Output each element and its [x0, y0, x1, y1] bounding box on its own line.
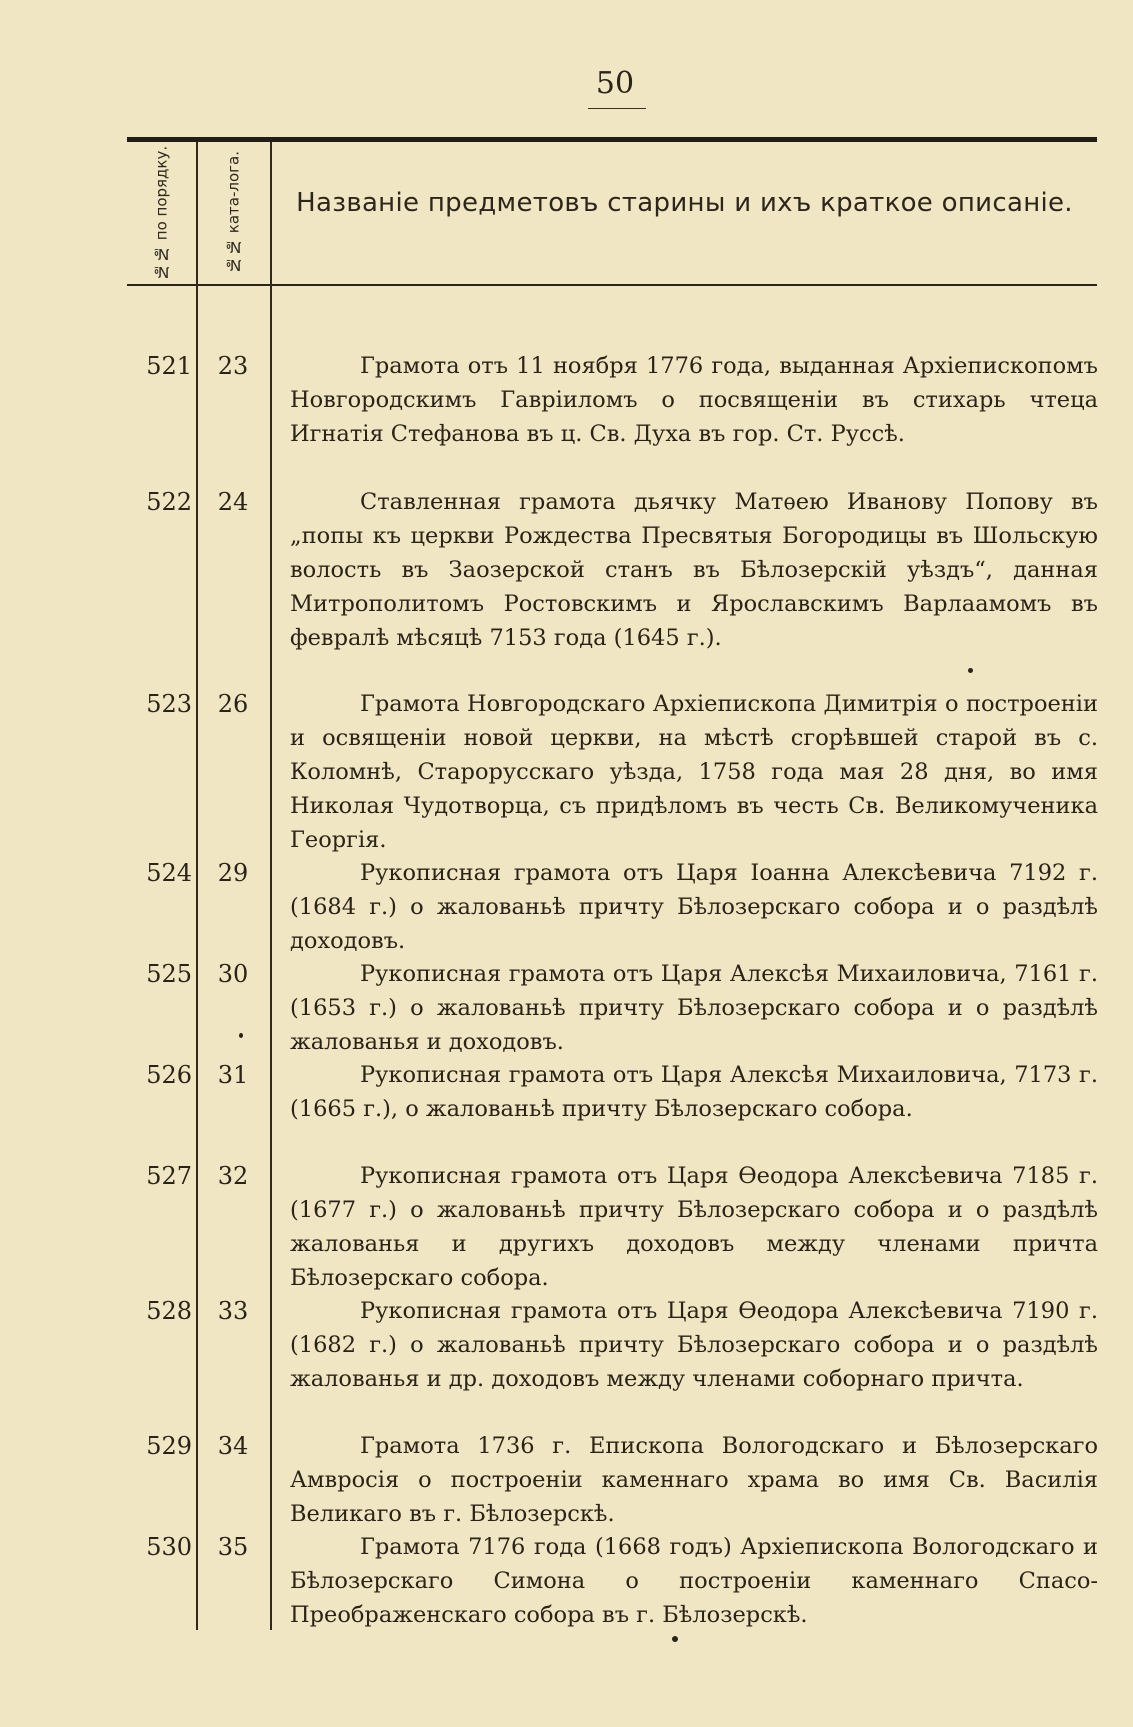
column-divider-2 — [270, 142, 272, 1630]
entry-description: Рукописная грамота отъ Царя Ѳеодора Алексѣевича 7185 г. (1677 г.) о жалованьѣ причту Бѣлозерскаго собора и о раздѣлѣ жалованья и другихъ доходовъ между членами причта Бѣлозерскаго собора. — [290, 1163, 1098, 1291]
ink-speck — [968, 668, 973, 673]
catalog-number: 26 — [217, 690, 249, 718]
catalog-number: 30 — [217, 960, 249, 988]
entry-number: 524 — [146, 859, 192, 887]
catalog-number: 33 — [217, 1297, 249, 1325]
entry-number: 527 — [146, 1162, 192, 1190]
column-divider-1 — [196, 142, 198, 1630]
entry-description: Рукописная грамота отъ Царя Іоанна Алексѣевича 7192 г. (1684 г.) о жалованьѣ причту Бѣлозерскаго собора и о раздѣлѣ доходовъ. — [290, 860, 1098, 954]
catalog-number: 29 — [217, 859, 249, 887]
entry-number: 525 — [146, 960, 192, 988]
entry-description: Рукописная грамота отъ Царя Ѳеодора Алексѣевича 7190 г. (1682 г.) о жалованьѣ причту Бѣлозерскаго собора и о раздѣлѣ жалованья и др. доходовъ между членами соборнаго причта. — [290, 1298, 1098, 1392]
header-col-order: №№ по порядку. — [152, 145, 171, 281]
ink-speck — [239, 1033, 243, 1038]
catalog-number: 32 — [217, 1162, 249, 1190]
table-header-rule — [127, 284, 1097, 286]
catalog-number: 31 — [217, 1061, 249, 1089]
entry-number: 522 — [146, 488, 192, 516]
page-number-underline — [588, 108, 646, 109]
page-number: 50 — [595, 66, 635, 101]
entry-description: Грамота Новгородскаго Архіепископа Димитрія о построеніи и освященіи новой церкви, на мѣстѣ сгорѣвшей старой въ с. Коломнѣ, Старорусскаго уѣзда, 1758 года мая 28 дня, во имя Николая Чудотворца, съ придѣломъ въ честь Св. Великомученика Георгія. — [290, 691, 1098, 853]
entry-number: 523 — [146, 690, 192, 718]
catalog-number: 34 — [217, 1432, 249, 1460]
table-top-rule — [127, 137, 1097, 142]
ink-speck — [672, 1636, 678, 1642]
entry-number: 528 — [146, 1297, 192, 1325]
header-col-description: Названіе предметовъ старины и ихъ краткое описаніе. — [296, 188, 1073, 218]
entry-description: Грамота отъ 11 ноября 1776 года, выданная Архіепископомъ Новгородскимъ Гавріиломъ о посвященіи въ стихарь чтеца Игнатія Стефанова въ ц. Св. Духа въ гор. Ст. Руссѣ. — [290, 353, 1098, 447]
entry-description: Рукописная грамота отъ Царя Алексѣя Михаиловича, 7173 г. (1665 г.), о жалованьѣ причту Бѣлозерскаго собора. — [290, 1062, 1098, 1122]
catalog-number: 23 — [217, 352, 249, 380]
entry-description: Рукописная грамота отъ Царя Алексѣя Михаиловича, 7161 г. (1653 г.) о жалованьѣ причту Бѣлозерскаго собора и о раздѣлѣ жалованья и доходовъ. — [290, 961, 1098, 1055]
entry-number: 521 — [146, 352, 192, 380]
entry-description: Грамота 7176 года (1668 годъ) Архіепископа Вологодскаго и Бѣлозерскаго Симона о построеніи каменнаго Спасо-Преображенскаго собора въ г. Бѣлозерскѣ. — [290, 1534, 1098, 1628]
catalog-number: 35 — [217, 1533, 249, 1561]
entry-number: 530 — [146, 1533, 192, 1561]
entry-description: Грамота 1736 г. Епископа Вологодскаго и Бѣлозерскаго Амвросія о построеніи каменнаго храма во имя Св. Василія Великаго въ г. Бѣлозерскѣ. — [290, 1433, 1098, 1527]
entry-number: 526 — [146, 1061, 192, 1089]
entry-number: 529 — [146, 1432, 192, 1460]
catalog-number: 24 — [217, 488, 249, 516]
entry-description: Ставленная грамота дьячку Матѳею Иванову Попову въ „попы къ церкви Рождества Пресвятыя Богородицы въ Шольскую волость въ Заозерской станъ въ Бѣлозерскій уѣздъ“, данная Митрополитомъ Ростовскимъ и Ярославскимъ Варлаамомъ въ февралѣ мѣсяцѣ 7153 года (1645 г.). — [290, 489, 1098, 651]
header-col-catalog: №№ ката-лога. — [224, 151, 243, 275]
